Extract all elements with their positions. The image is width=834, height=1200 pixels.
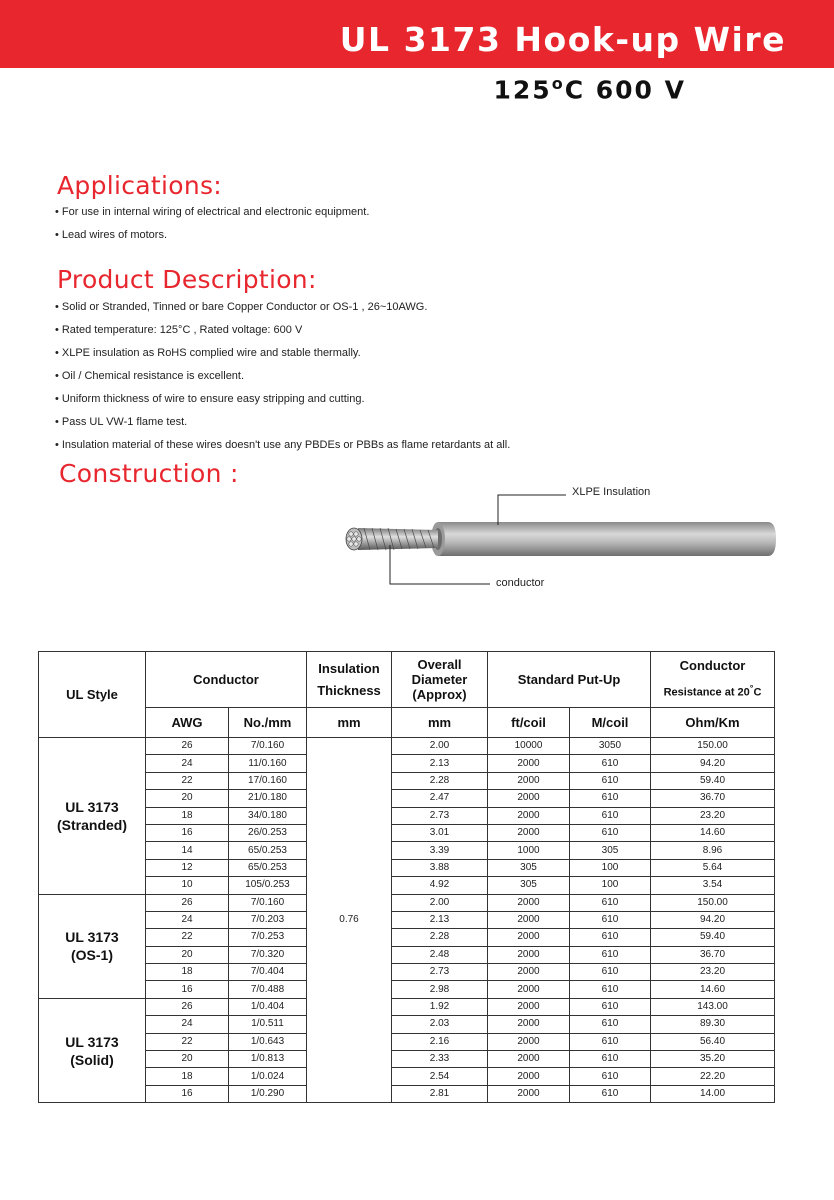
ul-style-name: UL 3173 xyxy=(65,1033,119,1050)
awg-cell: 26 xyxy=(146,894,229,911)
strand-cell: 7/0.404 xyxy=(229,964,307,981)
m-coil-cell: 610 xyxy=(570,807,651,824)
strand-cell: 21/0.180 xyxy=(229,790,307,807)
ul-style-cell xyxy=(39,998,146,1102)
ft-coil-cell: 2000 xyxy=(488,1051,570,1068)
ft-coil-cell: 2000 xyxy=(488,1016,570,1033)
strand-cell: 1/0.813 xyxy=(229,1051,307,1068)
resistance-cell: 59.40 xyxy=(651,929,775,946)
resistance-cell: 14.60 xyxy=(651,981,775,998)
table-row xyxy=(39,877,775,894)
diameter-cell: 2.13 xyxy=(392,911,488,928)
table-row xyxy=(39,1033,775,1050)
resistance-unit: C xyxy=(753,686,762,699)
table-row xyxy=(39,1068,775,1085)
insulation-leader-line xyxy=(498,495,566,525)
list-item: • Pass UL VW-1 flame test. xyxy=(55,411,510,434)
strand-cell: 17/0.160 xyxy=(229,772,307,789)
unit-diameter-mm: mm xyxy=(392,708,488,738)
rating-degree: o xyxy=(551,74,565,93)
header-standard-put-up: Standard Put-Up xyxy=(488,652,651,708)
title-banner xyxy=(0,0,834,68)
diameter-cell: 1.92 xyxy=(392,998,488,1015)
diameter-cell: 2.03 xyxy=(392,1016,488,1033)
ft-coil-cell: 2000 xyxy=(488,894,570,911)
header-resistance-line2 xyxy=(651,677,774,704)
awg-cell: 18 xyxy=(146,964,229,981)
diameter-cell: 3.01 xyxy=(392,824,488,841)
awg-cell: 14 xyxy=(146,842,229,859)
resistance-cell: 23.20 xyxy=(651,807,775,824)
unit-no-mm: No./mm xyxy=(229,708,307,738)
header-insulation-line1: Insulation xyxy=(318,660,380,676)
table-body xyxy=(39,738,775,1103)
resistance-cell: 23.20 xyxy=(651,964,775,981)
ft-coil-cell: 10000 xyxy=(488,738,570,755)
strand-cell: 105/0.253 xyxy=(229,877,307,894)
awg-cell: 24 xyxy=(146,1016,229,1033)
table-row xyxy=(39,1085,775,1102)
table-row xyxy=(39,1051,775,1068)
applications-heading: Applications: xyxy=(57,171,223,200)
list-item: • Solid or Stranded, Tinned or bare Copper Conductor or OS-1 , 26~10AWG. xyxy=(55,296,510,319)
header-insulation-line2: Thickness xyxy=(317,682,381,698)
diameter-cell: 2.73 xyxy=(392,807,488,824)
table-row xyxy=(39,790,775,807)
table-row xyxy=(39,755,775,772)
table-row xyxy=(39,981,775,998)
m-coil-cell: 610 xyxy=(570,772,651,789)
diameter-cell: 2.13 xyxy=(392,755,488,772)
strand-cell: 34/0.180 xyxy=(229,807,307,824)
table-row xyxy=(39,824,775,841)
m-coil-cell: 610 xyxy=(570,1051,651,1068)
table-row xyxy=(39,998,775,1015)
strand-cell: 7/0.488 xyxy=(229,981,307,998)
diameter-cell: 2.81 xyxy=(392,1085,488,1102)
conductor-strands xyxy=(358,528,438,550)
list-item: • Rated temperature: 125°C , Rated voltage: 600 V xyxy=(55,319,510,342)
list-item: • XLPE insulation as RoHS complied wire and stable thermally. xyxy=(55,342,510,365)
resistance-cell: 89.30 xyxy=(651,1016,775,1033)
ft-coil-cell: 1000 xyxy=(488,842,570,859)
table-row xyxy=(39,859,775,876)
table-row xyxy=(39,807,775,824)
resistance-cell: 94.20 xyxy=(651,911,775,928)
m-coil-cell: 610 xyxy=(570,929,651,946)
resistance-cell: 143.00 xyxy=(651,998,775,1015)
strand-cell: 26/0.253 xyxy=(229,824,307,841)
unit-thickness-mm: mm xyxy=(307,708,392,738)
awg-cell: 24 xyxy=(146,911,229,928)
awg-cell: 18 xyxy=(146,1068,229,1085)
ft-coil-cell: 2000 xyxy=(488,1033,570,1050)
ft-coil-cell: 2000 xyxy=(488,964,570,981)
m-coil-cell: 305 xyxy=(570,842,651,859)
m-coil-cell: 610 xyxy=(570,1068,651,1085)
awg-cell: 22 xyxy=(146,929,229,946)
strand-cell: 1/0.290 xyxy=(229,1085,307,1102)
resistance-cell: 22.20 xyxy=(651,1068,775,1085)
table-row xyxy=(39,738,775,755)
diameter-cell: 2.28 xyxy=(392,929,488,946)
header-insulation xyxy=(307,652,392,708)
strand-cell: 1/0.643 xyxy=(229,1033,307,1050)
awg-cell: 18 xyxy=(146,807,229,824)
header-diameter-line3: (Approx) xyxy=(412,687,467,702)
ul-style-type: (OS-1) xyxy=(71,947,113,964)
strand-cell: 7/0.253 xyxy=(229,929,307,946)
specification-table xyxy=(38,651,775,1103)
awg-cell: 12 xyxy=(146,859,229,876)
ft-coil-cell: 2000 xyxy=(488,1085,570,1102)
resistance-cell: 14.00 xyxy=(651,1085,775,1102)
resistance-cell: 36.70 xyxy=(651,946,775,963)
ul-style-type: (Solid) xyxy=(70,1051,114,1068)
m-coil-cell: 610 xyxy=(570,1033,651,1050)
resistance-cell: 35.20 xyxy=(651,1051,775,1068)
awg-cell: 26 xyxy=(146,738,229,755)
m-coil-cell: 610 xyxy=(570,964,651,981)
resistance-cell: 56.40 xyxy=(651,1033,775,1050)
list-item: • Oil / Chemical resistance is excellent. xyxy=(55,365,510,388)
resistance-cell: 36.70 xyxy=(651,790,775,807)
awg-cell: 16 xyxy=(146,824,229,841)
list-item: • Uniform thickness of wire to ensure easy stripping and cutting. xyxy=(55,388,510,411)
m-coil-cell: 610 xyxy=(570,998,651,1015)
resistance-cell: 94.20 xyxy=(651,755,775,772)
rating-subtitle xyxy=(494,74,686,104)
resistance-cell: 5.64 xyxy=(651,859,775,876)
ft-coil-cell: 2000 xyxy=(488,946,570,963)
diameter-cell: 2.00 xyxy=(392,894,488,911)
header-resistance-line1: Conductor xyxy=(679,658,746,674)
m-coil-cell: 610 xyxy=(570,946,651,963)
header-conductor: Conductor xyxy=(146,652,307,708)
m-coil-cell: 610 xyxy=(570,981,651,998)
table-row xyxy=(39,894,775,911)
strand-cell: 1/0.511 xyxy=(229,1016,307,1033)
list-item: • Insulation material of these wires doesn't use any PBDEs or PBBs as flame retardants at all. xyxy=(55,434,510,457)
ul-style-name: UL 3173 xyxy=(65,929,119,946)
awg-cell: 20 xyxy=(146,946,229,963)
header-ul-style: UL Style xyxy=(39,652,146,738)
m-coil-cell: 610 xyxy=(570,911,651,928)
header-diameter-line2: Diameter xyxy=(411,672,468,687)
diameter-cell: 2.47 xyxy=(392,790,488,807)
construction-heading: Construction : xyxy=(59,459,239,488)
wire-illustration xyxy=(330,470,790,610)
diameter-cell: 2.28 xyxy=(392,772,488,789)
diameter-cell: 3.39 xyxy=(392,842,488,859)
unit-ft-coil: ft/coil xyxy=(488,708,570,738)
awg-cell: 24 xyxy=(146,755,229,772)
ft-coil-cell: 2000 xyxy=(488,998,570,1015)
resistance-cell: 14.60 xyxy=(651,824,775,841)
unit-ohm-km: Ohm/Km xyxy=(651,708,775,738)
strand-cell: 7/0.203 xyxy=(229,911,307,928)
product-description-heading: Product Description: xyxy=(57,265,317,294)
resistance-text: Resistance at 20 xyxy=(663,686,750,699)
strand-cell: 1/0.024 xyxy=(229,1068,307,1085)
strand-cell: 1/0.404 xyxy=(229,998,307,1015)
diameter-cell: 2.48 xyxy=(392,946,488,963)
table-header xyxy=(39,652,775,738)
m-coil-cell: 610 xyxy=(570,755,651,772)
table-row xyxy=(39,842,775,859)
table-row xyxy=(39,964,775,981)
resistance-cell: 150.00 xyxy=(651,738,775,755)
table-row xyxy=(39,929,775,946)
header-diameter xyxy=(392,652,488,708)
unit-awg: AWG xyxy=(146,708,229,738)
diameter-cell: 2.33 xyxy=(392,1051,488,1068)
table-row xyxy=(39,946,775,963)
resistance-cell: 3.54 xyxy=(651,877,775,894)
unit-m-coil: M/coil xyxy=(570,708,651,738)
m-coil-cell: 100 xyxy=(570,877,651,894)
table-row xyxy=(39,911,775,928)
ul-style-cell xyxy=(39,738,146,895)
awg-cell: 26 xyxy=(146,998,229,1015)
strand-cell: 65/0.253 xyxy=(229,842,307,859)
insulation-thickness-cell: 0.76 xyxy=(307,738,392,1103)
strand-cell: 7/0.160 xyxy=(229,894,307,911)
awg-cell: 20 xyxy=(146,790,229,807)
resistance-cell: 150.00 xyxy=(651,894,775,911)
m-coil-cell: 610 xyxy=(570,824,651,841)
diameter-cell: 2.73 xyxy=(392,964,488,981)
ft-coil-cell: 2000 xyxy=(488,772,570,789)
header-diameter-line1: Overall xyxy=(417,657,462,672)
m-coil-cell: 100 xyxy=(570,859,651,876)
strand-cell: 11/0.160 xyxy=(229,755,307,772)
ft-coil-cell: 2000 xyxy=(488,929,570,946)
diameter-cell: 2.54 xyxy=(392,1068,488,1085)
insulation-label: XLPE Insulation xyxy=(572,486,651,498)
rating-temp: 125 xyxy=(493,75,552,105)
m-coil-cell: 610 xyxy=(570,790,651,807)
list-item: • For use in internal wiring of electrical and electronic equipment. xyxy=(55,201,369,224)
applications-list xyxy=(55,201,369,247)
strand-cell: 65/0.253 xyxy=(229,859,307,876)
list-item: • Lead wires of motors. xyxy=(55,224,369,247)
table-row xyxy=(39,1016,775,1033)
ft-coil-cell: 305 xyxy=(488,859,570,876)
ft-coil-cell: 2000 xyxy=(488,755,570,772)
strand-cell: 7/0.320 xyxy=(229,946,307,963)
awg-cell: 10 xyxy=(146,877,229,894)
m-coil-cell: 610 xyxy=(570,894,651,911)
rating-rest: C 600 V xyxy=(564,75,686,105)
diameter-cell: 2.16 xyxy=(392,1033,488,1050)
wire-construction-diagram xyxy=(330,470,790,610)
ul-style-name: UL 3173 xyxy=(65,798,119,815)
ul-style-type: (Stranded) xyxy=(57,816,127,833)
diameter-cell: 3.88 xyxy=(392,859,488,876)
m-coil-cell: 610 xyxy=(570,1016,651,1033)
awg-cell: 16 xyxy=(146,981,229,998)
ft-coil-cell: 2000 xyxy=(488,807,570,824)
ft-coil-cell: 2000 xyxy=(488,790,570,807)
awg-cell: 16 xyxy=(146,1085,229,1102)
awg-cell: 22 xyxy=(146,772,229,789)
ft-coil-cell: 2000 xyxy=(488,911,570,928)
ft-coil-cell: 2000 xyxy=(488,824,570,841)
resistance-cell: 8.96 xyxy=(651,842,775,859)
resistance-degree: ° xyxy=(749,683,754,694)
strand-cell: 7/0.160 xyxy=(229,738,307,755)
conductor-label: conductor xyxy=(496,577,545,589)
m-coil-cell: 3050 xyxy=(570,738,651,755)
diameter-cell: 2.00 xyxy=(392,738,488,755)
awg-cell: 22 xyxy=(146,1033,229,1050)
ul-style-cell xyxy=(39,894,146,998)
header-resistance xyxy=(651,652,775,708)
resistance-cell: 59.40 xyxy=(651,772,775,789)
m-coil-cell: 610 xyxy=(570,1085,651,1102)
ft-coil-cell: 2000 xyxy=(488,981,570,998)
product-description-list xyxy=(55,296,510,457)
diameter-cell: 2.98 xyxy=(392,981,488,998)
insulation-jacket xyxy=(438,522,776,556)
ft-coil-cell: 2000 xyxy=(488,1068,570,1085)
diameter-cell: 4.92 xyxy=(392,877,488,894)
page-title: UL 3173 Hook-up Wire xyxy=(339,20,786,59)
ft-coil-cell: 305 xyxy=(488,877,570,894)
table-row xyxy=(39,772,775,789)
awg-cell: 20 xyxy=(146,1051,229,1068)
